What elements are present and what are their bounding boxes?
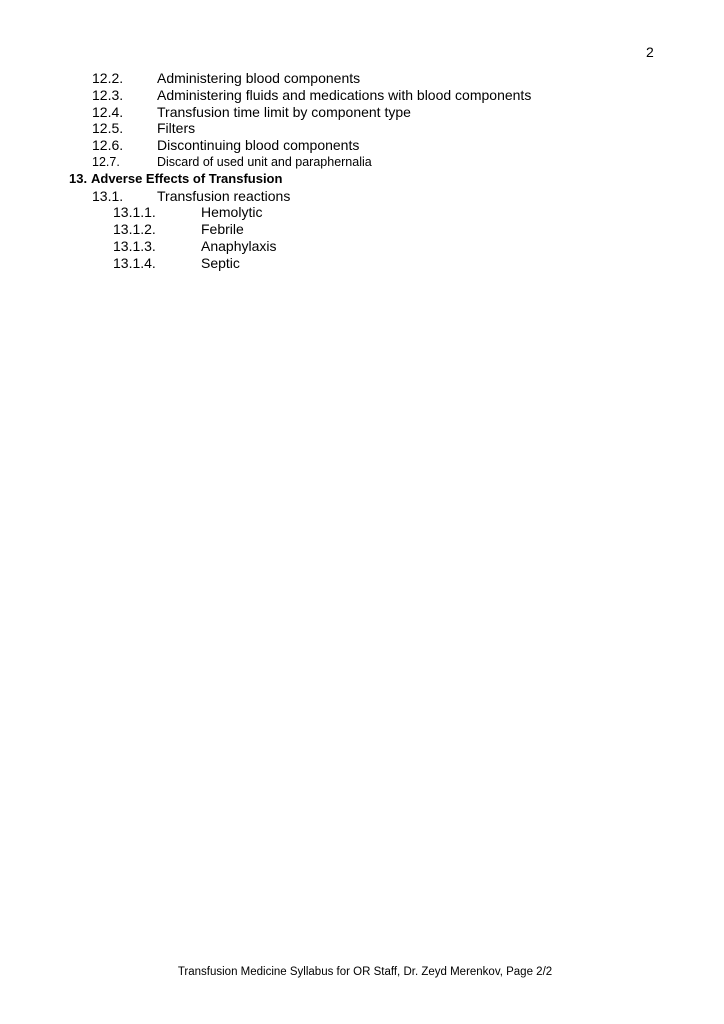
subitem-text: Septic xyxy=(201,254,240,271)
item-text: Transfusion time limit by component type xyxy=(157,103,411,120)
outline-subitem xyxy=(0,255,724,272)
page-number: 2 xyxy=(646,44,654,60)
item-number: 12.6. xyxy=(92,137,124,154)
section-number: 13. xyxy=(69,170,88,186)
item-text: Filters xyxy=(157,120,196,137)
syllabus-outline xyxy=(0,70,724,272)
outline-item xyxy=(0,104,724,121)
outline-item xyxy=(0,87,724,104)
outline-subitem xyxy=(0,221,724,238)
item-number: 12.4. xyxy=(92,103,124,120)
item-text: Transfusion reactions xyxy=(157,187,291,204)
subitem-number: 13.1.4. xyxy=(113,254,156,271)
item-number: 12.3. xyxy=(92,86,124,103)
outline-item xyxy=(0,188,724,205)
outline-item xyxy=(0,154,724,171)
item-text: Administering blood components xyxy=(157,70,361,86)
item-number: 12.5. xyxy=(92,120,124,137)
item-text: Administering fluids and medications with blood components xyxy=(157,86,532,103)
subitem-text: Anaphylaxis xyxy=(201,237,277,254)
item-text: Discontinuing blood components xyxy=(157,137,360,154)
outline-item xyxy=(0,120,724,137)
item-number: 12.7. xyxy=(92,154,120,169)
outline-subitem xyxy=(0,204,724,221)
outline-item xyxy=(0,70,724,87)
section-heading xyxy=(0,171,724,188)
subitem-text: Hemolytic xyxy=(201,204,263,221)
outline-item xyxy=(0,137,724,154)
item-number: 13.1. xyxy=(92,187,124,204)
footer-text: Transfusion Medicine Syllabus for OR Staff, Dr. Zeyd Merenkov, Page 2/2 xyxy=(177,966,553,978)
subitem-number: 13.1.3. xyxy=(113,237,156,254)
item-number: 12.2. xyxy=(92,70,124,86)
item-text: Discard of used unit and paraphernalia xyxy=(157,154,372,169)
subitem-number: 13.1.1. xyxy=(113,204,156,221)
outline-subitem xyxy=(0,238,724,255)
section-title: Adverse Effects of Transfusion xyxy=(91,170,283,186)
subitem-text: Febrile xyxy=(201,221,244,238)
page-footer xyxy=(0,966,724,978)
subitem-number: 13.1.2. xyxy=(113,221,156,238)
